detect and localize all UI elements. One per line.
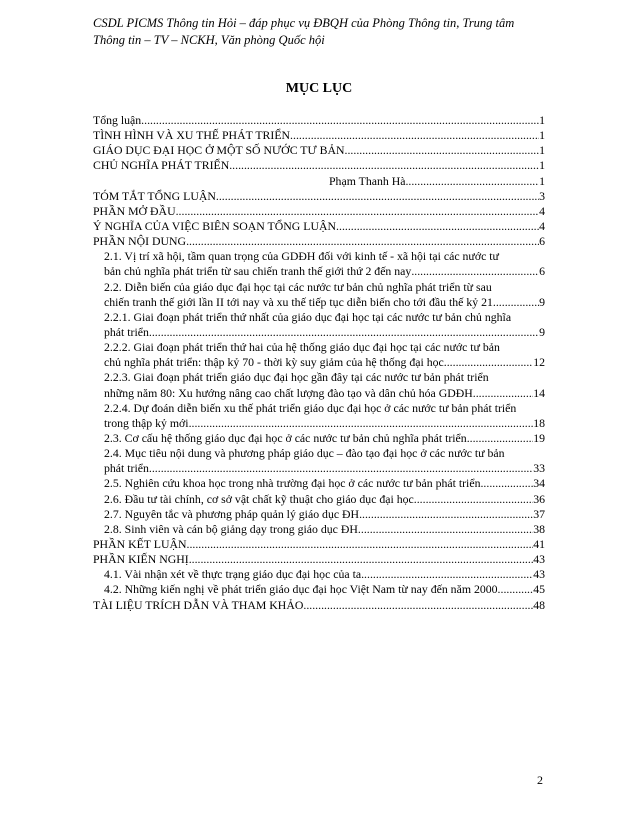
toc-leader-dots (361, 567, 533, 582)
toc-entry-text: trong thập kỷ mới (104, 415, 189, 430)
toc-entry-text: 2.6. Đầu tư tài chính, cơ sở vật chất kỹ thuật cho giáo dục đại học (104, 491, 414, 506)
toc-title: MỤC LỤC (285, 81, 353, 96)
toc-entry-page: 37 (533, 506, 545, 521)
toc-entry-page: 3 (539, 188, 545, 203)
toc-entry[interactable] (93, 401, 545, 416)
toc-entry-text: 4.1. Vài nhận xét về thực trạng giáo dục đại học của ta (104, 567, 362, 582)
toc-entry-text: 2.3. Cơ cấu hệ thống giáo dục đại học ở các nước tư bản chủ nghĩa phát triển (104, 430, 467, 445)
toc-entry[interactable] (93, 280, 545, 295)
toc-entry[interactable] (93, 310, 545, 325)
toc-leader-dots (189, 416, 534, 431)
toc-entry-page: 9 (539, 294, 545, 309)
toc-entry-text: TÀI LIỆU TRÍCH DẪN VÀ THAM KHẢO (93, 597, 304, 612)
toc-entry-text: TÌNH HÌNH VÀ XU THẾ PHÁT TRIỂN (93, 128, 291, 143)
toc-leader-dots (303, 598, 533, 613)
toc-entry-text: 4.2. Những kiến nghị về phát triển giáo dục đại học Việt Nam từ nay đến năm 2000. (104, 582, 501, 597)
toc-leader-dots (405, 174, 539, 189)
toc-entry[interactable] (93, 234, 545, 249)
toc-entry-text: phát triển (104, 324, 149, 339)
toc-entry-text: 2.2.4. Dự đoán diễn biến xu thế phát triển giáo dục đại học ở các nước tư bản phát triển (104, 400, 517, 415)
toc-leader-dots (186, 234, 539, 249)
toc-entry-page: 1 (539, 158, 545, 173)
toc-entry-text: những năm 80: Xu hướng nâng cao chất lượng đào tạo và dân chủ hóa GDĐH (104, 385, 473, 400)
toc-entry[interactable] (93, 219, 545, 234)
toc-entry-text: Ý NGHĨA CỦA VIỆC BIÊN SOẠN TỔNG LUẬN (93, 218, 337, 233)
toc-leader-dots (187, 537, 534, 552)
toc-leader-dots (473, 386, 533, 401)
toc-entry-page: 6 (539, 264, 545, 279)
toc-entry[interactable] (93, 598, 545, 613)
toc-entry-page: 12 (533, 355, 545, 370)
toc-leader-dots (414, 492, 533, 507)
toc-entry-page: 4 (539, 203, 545, 218)
toc-entry-page: 1 (539, 143, 545, 158)
toc-entry-text: chiến tranh thế giới lần II tới nay và xu thế tiếp tục diễn biến cho tới đầu thế kỷ 21 (104, 294, 493, 309)
toc-entry[interactable] (93, 507, 545, 522)
toc-leader-dots (141, 113, 539, 128)
toc-entry-text: Tổng luận (93, 113, 142, 127)
toc-entry[interactable] (93, 128, 545, 143)
toc-leader-dots (345, 143, 540, 158)
toc-entry[interactable] (93, 295, 545, 310)
header-line-1: CSDL PICMS Thông tin Hỏi – đáp phục vụ ĐBQH của Phòng Thông tin, Trung tâm (93, 16, 515, 30)
toc-leader-dots (501, 582, 534, 597)
toc-entry[interactable] (93, 264, 545, 279)
toc-leader-dots (359, 507, 533, 522)
running-header (93, 15, 553, 49)
toc-entry-page: 48 (533, 597, 545, 612)
toc-entry-text: 2.1. Vị trí xã hội, tầm quan trọng của GDĐH đối với kinh tế - xã hội tại các nước tư (104, 249, 499, 264)
toc-entry-page: 45 (533, 582, 545, 597)
toc-entry[interactable] (93, 386, 545, 401)
toc-leader-dots (336, 219, 539, 234)
toc-entry[interactable] (93, 552, 545, 567)
toc-leader-dots (149, 325, 539, 340)
toc-leader-dots (149, 461, 533, 476)
toc-entry-text: 2.5. Nghiên cứu khoa học trong nhà trường đại học ở các nước tư bản phát triển (104, 476, 481, 491)
toc-entry[interactable] (93, 582, 545, 597)
toc-entry-text: phát triển (104, 461, 149, 476)
toc-entry-page: 19 (533, 430, 545, 445)
toc-leader-dots (229, 158, 539, 173)
toc-entry[interactable] (93, 567, 545, 582)
toc-leader-dots (467, 431, 534, 446)
toc-entry-page: 1 (539, 173, 545, 188)
header-line-2: Thông tin – TV – NCKH, Văn phòng Quốc hội (93, 33, 325, 47)
toc-entry-text: chủ nghĩa phát triển: thập kỷ 70 - thời kỳ suy giảm của hệ thống đại học (104, 355, 444, 370)
toc-entry-text: bản chủ nghĩa phát triển từ sau chiến tranh thế giới thứ 2 đến nay (104, 264, 412, 279)
toc-entry-text: 2.2. Diễn biến của giáo dục đại học tại các nước tư bản chủ nghĩa phát triển từ sau (104, 279, 492, 294)
toc-entry-page: 9 (539, 324, 545, 339)
toc-entry-text: TÓM TẮT TỔNG LUẬN (93, 188, 216, 203)
toc-entry-text: CHỦ NGHĨA PHÁT TRIỂN (93, 158, 230, 173)
toc-entry-text: 2.2.1. Giai đoạn phát triển thứ nhất của giáo dục đại học tại các nước tư bản chủ nghĩa (104, 309, 512, 324)
toc-entry[interactable] (93, 174, 545, 189)
toc-entry-page: 18 (533, 415, 545, 430)
toc-leader-dots (189, 552, 534, 567)
toc-entry-page: 4 (539, 218, 545, 233)
toc-entry-text: GIÁO DỤC ĐẠI HỌC Ở MỘT SỐ NƯỚC TƯ BẢN (93, 143, 345, 158)
toc-entry-text: 2.4. Mục tiêu nội dung và phương pháp giáo dục – đào tạo đại học ở các nước tư bản (104, 446, 505, 461)
toc-leader-dots (444, 355, 533, 370)
toc-entry[interactable] (93, 476, 545, 491)
toc-entry[interactable] (93, 340, 545, 355)
toc-entry[interactable] (93, 143, 545, 158)
toc-entry[interactable] (93, 204, 545, 219)
toc-entry[interactable] (93, 158, 545, 173)
toc-leader-dots (480, 476, 533, 491)
toc-entry-text: 2.8. Sinh viên và cán bộ giảng dạy trong giáo dục ĐH (104, 521, 358, 536)
toc-entry[interactable] (93, 416, 545, 431)
toc-leader-dots (290, 128, 539, 143)
toc-entry[interactable] (93, 446, 545, 461)
toc-entry[interactable] (93, 189, 545, 204)
toc-entry[interactable] (93, 249, 545, 264)
toc-entry[interactable] (93, 522, 545, 537)
toc-entry-page: 6 (539, 234, 545, 249)
toc-leader-dots (176, 204, 540, 219)
toc-entry-page: 1 (539, 128, 545, 143)
toc-entry-text: PHẦN MỞ ĐẦU (93, 203, 176, 218)
toc-entry-text: PHẦN NỘI DUNG (93, 234, 187, 249)
toc-entry-text: PHẦN KẾT LUẬN (93, 536, 187, 551)
toc-leader-dots (411, 264, 539, 279)
toc-entry-page: 43 (533, 567, 545, 582)
toc-leader-dots (493, 295, 539, 310)
table-of-contents (93, 113, 545, 613)
toc-entry-page: 43 (533, 552, 545, 567)
toc-entry-text: Phạm Thanh Hà (329, 173, 406, 188)
toc-entry-text: 2.2.2. Giai đoạn phát triển thứ hai của hệ thống giáo dục đại học tại các nước tư bản (104, 340, 500, 355)
toc-entry-text: PHẦN KIẾN NGHỊ (93, 552, 189, 567)
toc-entry[interactable] (93, 113, 545, 128)
toc-entry-text: 2.2.3. Giai đoạn phát triển giáo dục đại học gần đây tại các nước tư bản phát triển (104, 370, 489, 385)
toc-entry-page: 38 (533, 521, 545, 536)
toc-entry[interactable] (93, 370, 545, 385)
toc-entry-page: 36 (533, 491, 545, 506)
toc-leader-dots (358, 522, 533, 537)
toc-entry[interactable] (93, 325, 545, 340)
toc-entry[interactable] (93, 431, 545, 446)
toc-entry-page: 1 (539, 113, 545, 127)
toc-entry-page: 33 (533, 461, 545, 476)
toc-entry-page: 14 (533, 385, 545, 400)
toc-entry-page: 41 (533, 536, 545, 551)
toc-entry-text: 2.7. Nguyên tắc và phương pháp quản lý giáo dục ĐH (104, 506, 360, 521)
toc-entry[interactable] (93, 355, 545, 370)
toc-entry[interactable] (93, 492, 545, 507)
toc-leader-dots (216, 189, 539, 204)
toc-entry[interactable] (93, 461, 545, 476)
page-number: 2 (537, 773, 543, 787)
toc-entry-page: 34 (533, 476, 545, 491)
toc-entry[interactable] (93, 537, 545, 552)
